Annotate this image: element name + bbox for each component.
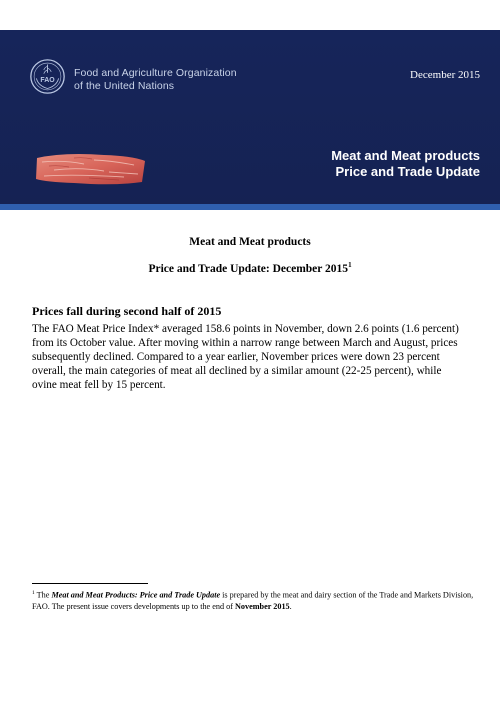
footnote-prefix: The (34, 590, 52, 600)
banner-title (331, 148, 480, 180)
fao-logo-icon (29, 58, 66, 95)
org-name-line2: of the United Nations (74, 80, 175, 92)
org-name-line1: Food and Agriculture Organization (74, 67, 237, 79)
document-subtitle (0, 261, 500, 275)
document-subtitle-text: Price and Trade Update: December 2015 (148, 262, 349, 275)
header-banner (0, 30, 500, 206)
banner-title-line1: Meat and Meat products (331, 148, 480, 163)
meat-photo (34, 152, 148, 186)
paragraph-line: The FAO Meat Price Index* averaged 158.6 points in November, down 2.6 points (1.6 percent) (32, 323, 459, 335)
footnote (32, 588, 482, 612)
banner-title-line2: Price and Trade Update (335, 164, 480, 179)
footnote-line2-suffix: . (289, 601, 292, 611)
paragraph-line: overall, the main categories of meat all declined by a similar amount (22-25 percent), while (32, 365, 442, 377)
footnote-line2-prefix: FAO. The present issue covers developments up to the end of (32, 601, 235, 611)
org-name (74, 67, 237, 93)
paragraph-line: from its October value. After moving within a narrow range between March and August, prices (32, 337, 458, 349)
svg-text:FAO: FAO (40, 77, 55, 85)
section-heading: Prices fall during second half of 2015 (32, 304, 222, 318)
footnote-line1 (32, 588, 482, 601)
footnote-divider (32, 583, 148, 584)
issue-date: December 2015 (410, 69, 480, 81)
footnote-publication-title: Meat and Meat Products: Price and Trade Update (51, 590, 221, 600)
footnote-reference: 1 (348, 261, 352, 269)
paragraph-line: ovine meat fell by 15 percent. (32, 379, 166, 391)
paragraph-line: subsequently declined. Compared to a year earlier, November prices were down 23 percent (32, 351, 440, 363)
footnote-line2 (32, 601, 482, 612)
footnote-period: November 2015 (234, 601, 290, 611)
footnote-mark: 1 (32, 590, 35, 596)
top-margin (0, 0, 500, 30)
footnote-middle: is prepared by the meat and dairy section of the Trade and Markets Division, (220, 590, 474, 600)
body-paragraph (32, 322, 478, 392)
document-title: Meat and Meat products (189, 236, 311, 248)
banner-accent-rule (0, 204, 500, 210)
